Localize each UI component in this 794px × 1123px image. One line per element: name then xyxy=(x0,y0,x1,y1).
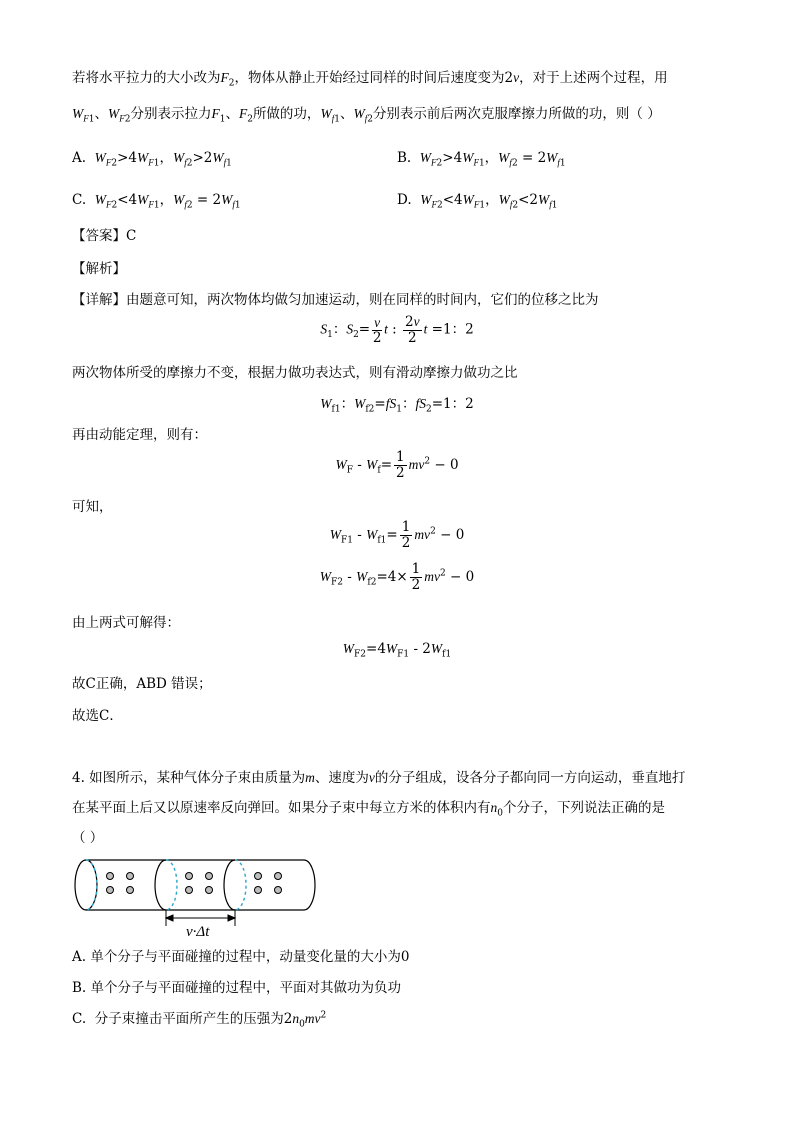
equation-3: $W_F - W_f=$ $\frac{1}{2}$ $mv^2 - 0$ xyxy=(335,449,459,481)
equation-1: $S_1$：$S_2=$ $\frac{v}{2}$ t : $\frac{2v}{2}$ t =1：2 xyxy=(320,314,474,346)
q4-line-3: （ ） xyxy=(72,830,104,846)
option-a: A. $W_{F2}>4W_{F1}$，$W_{f2}>2W_{f1}$ xyxy=(72,150,232,169)
equation-4: $W_{F1} - W_{f1}=$ $\frac{1}{2}$ $mv^2 - 0$ xyxy=(329,519,465,551)
figure-label: v·Δt xyxy=(186,924,210,938)
molecule-beam-figure xyxy=(72,852,322,938)
equation-6: $W_{F2}=4W_{F1} - 2W_{f1}$ xyxy=(342,641,452,660)
q4-option-b: B. 单个分子与平面碰撞的过程中，平面对其做功为负功 xyxy=(72,980,402,996)
detail-p4: 可知， xyxy=(72,499,113,515)
q4-line-2: 在某平面上后又以原速率反向弹回。如果分子束中每立方米的体积内有$n_0$个分子，下列说法正确的是 xyxy=(72,800,665,819)
detail-p3: 再由动能定理，则有： xyxy=(72,427,207,443)
answer: 【答案】C xyxy=(72,228,137,244)
detail-p5: 由上两式可解得： xyxy=(72,615,180,631)
analysis-label: 【解析】 xyxy=(72,261,126,277)
q4-option-c: C. 分子束撞击平面所产生的压强为$2n_0mv^2$ xyxy=(72,1010,327,1030)
intro-line-1: 若将水平拉力的大小改为$F_2$，物体从静止开始经过同样的时间后速度变为2v，对于上述两个过程，用 xyxy=(72,70,668,89)
detail-p2: 两次物体所受的摩擦力不变，根据力做功表达式，则有滑动摩擦力做功之比 xyxy=(72,365,518,381)
equation-2: $W_{f1}$：$W_{f2}=fS_1$：$fS_2=1$：2 xyxy=(320,396,474,415)
q4-line-1: 4. 如图所示，某种气体分子束由质量为m、速度为v的分子组成，设各分子都向同一方向运动，垂直地打 xyxy=(72,770,686,786)
option-c: C. $W_{F2}<4W_{F1}$，$W_{f2} = 2W_{f1}$ xyxy=(72,192,241,211)
detail-p6: 故C正确，ABD 错误； xyxy=(72,676,212,692)
detail-p1: 【详解】由题意可知，两次物体均做匀加速运动，则在同样的时间内，它们的位移之比为 xyxy=(72,292,599,308)
equation-5: $W_{F2} - W_{f2}=4\times$ $\frac{1}{2}$ $mv^2 - 0$ xyxy=(319,561,475,593)
q4-option-a: A. 单个分子与平面碰撞的过程中，动量变化量的大小为0 xyxy=(72,949,410,965)
intro-line-2: $W_{F1}$、$W_{F2}$分别表示拉力$F_1$、$F_2$所做的功，$W_{f1}$、$W_{f2}$分别表示前后两次克服摩擦力所做的功，则（ ） xyxy=(72,106,661,125)
detail-p7: 故选C． xyxy=(72,708,123,724)
option-b: B. $W_{F2}>4W_{F1}$，$W_{f2} = 2W_{f1}$ xyxy=(397,150,566,169)
option-d: D. $W_{F2}<4W_{F1}$，$W_{f2}<2W_{f1}$ xyxy=(397,192,558,211)
